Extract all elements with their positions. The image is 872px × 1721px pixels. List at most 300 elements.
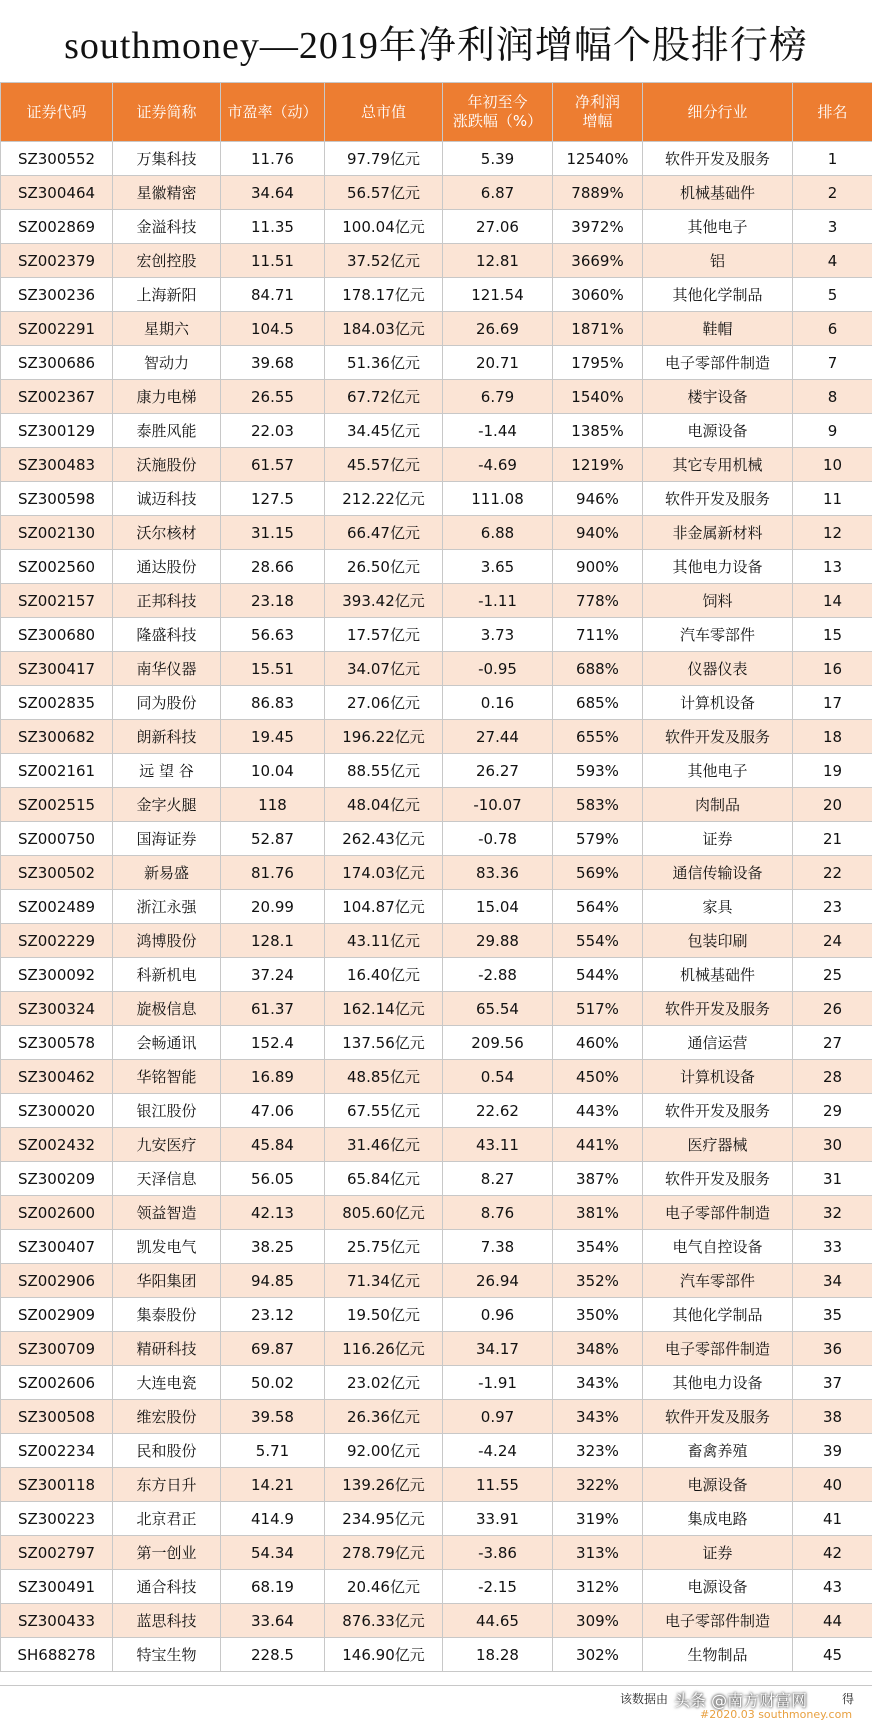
cell-rank: 41 [793, 1502, 872, 1536]
cell-market-cap: 19.50亿元 [325, 1298, 443, 1332]
cell-pe: 94.85 [221, 1264, 325, 1298]
table-row [1, 958, 872, 992]
table-row [1, 448, 872, 482]
cell-profit-growth: 1871% [553, 312, 643, 346]
cell-code: SZ002797 [1, 1536, 113, 1570]
cell-industry: 饲料 [643, 584, 793, 618]
column-header-line1: 市盈率（动） [227, 103, 317, 121]
cell-name: 康力电梯 [113, 380, 221, 414]
cell-pe: 50.02 [221, 1366, 325, 1400]
cell-industry: 电源设备 [643, 414, 793, 448]
cell-name: 通合科技 [113, 1570, 221, 1604]
cell-profit-growth: 685% [553, 686, 643, 720]
cell-code: SZ002606 [1, 1366, 113, 1400]
cell-pe: 28.66 [221, 550, 325, 584]
cell-code: SZ002489 [1, 890, 113, 924]
cell-rank: 35 [793, 1298, 872, 1332]
cell-profit-growth: 322% [553, 1468, 643, 1502]
cell-profit-growth: 354% [553, 1230, 643, 1264]
cell-pe: 84.71 [221, 278, 325, 312]
cell-pe: 42.13 [221, 1196, 325, 1230]
column-header-name [113, 83, 221, 142]
column-header-ytd-change [443, 83, 553, 142]
cell-pe: 52.87 [221, 822, 325, 856]
cell-industry: 仪器仪表 [643, 652, 793, 686]
cell-name: 精研科技 [113, 1332, 221, 1366]
cell-code: SZ002367 [1, 380, 113, 414]
cell-ytd-change: 6.79 [443, 380, 553, 414]
cell-ytd-change: -10.07 [443, 788, 553, 822]
cell-profit-growth: 7889% [553, 176, 643, 210]
cell-name: 宏创控股 [113, 244, 221, 278]
cell-pe: 104.5 [221, 312, 325, 346]
cell-name: 浙江永强 [113, 890, 221, 924]
cell-rank: 29 [793, 1094, 872, 1128]
cell-rank: 17 [793, 686, 872, 720]
cell-ytd-change: 11.55 [443, 1468, 553, 1502]
cell-ytd-change: -3.86 [443, 1536, 553, 1570]
cell-market-cap: 16.40亿元 [325, 958, 443, 992]
cell-profit-growth: 381% [553, 1196, 643, 1230]
cell-rank: 21 [793, 822, 872, 856]
cell-name: 通达股份 [113, 550, 221, 584]
cell-profit-growth: 554% [553, 924, 643, 958]
cell-name: 金字火腿 [113, 788, 221, 822]
cell-industry: 其他电力设备 [643, 1366, 793, 1400]
table-row [1, 1604, 872, 1638]
cell-profit-growth: 387% [553, 1162, 643, 1196]
cell-ytd-change: 65.54 [443, 992, 553, 1026]
cell-market-cap: 876.33亿元 [325, 1604, 443, 1638]
cell-ytd-change: 6.88 [443, 516, 553, 550]
cell-industry: 软件开发及服务 [643, 1400, 793, 1434]
cell-code: SZ300020 [1, 1094, 113, 1128]
cell-rank: 8 [793, 380, 872, 414]
cell-rank: 40 [793, 1468, 872, 1502]
cell-code: SZ002291 [1, 312, 113, 346]
cell-name: 银江股份 [113, 1094, 221, 1128]
cell-market-cap: 66.47亿元 [325, 516, 443, 550]
cell-rank: 9 [793, 414, 872, 448]
cell-profit-growth: 778% [553, 584, 643, 618]
column-header-line1: 总市值 [361, 103, 406, 121]
table-row [1, 856, 872, 890]
cell-rank: 3 [793, 210, 872, 244]
cell-pe: 11.76 [221, 142, 325, 176]
cell-code: SZ002835 [1, 686, 113, 720]
cell-industry: 其他化学制品 [643, 1298, 793, 1332]
cell-rank: 10 [793, 448, 872, 482]
cell-name: 星期六 [113, 312, 221, 346]
cell-pe: 5.71 [221, 1434, 325, 1468]
cell-ytd-change: -2.88 [443, 958, 553, 992]
cell-name: 民和股份 [113, 1434, 221, 1468]
cell-industry: 畜禽养殖 [643, 1434, 793, 1468]
cell-ytd-change: 27.44 [443, 720, 553, 754]
cell-profit-growth: 3972% [553, 210, 643, 244]
cell-industry: 软件开发及服务 [643, 142, 793, 176]
table-row [1, 1502, 872, 1536]
cell-profit-growth: 900% [553, 550, 643, 584]
cell-market-cap: 27.06亿元 [325, 686, 443, 720]
table-row [1, 1060, 872, 1094]
cell-industry: 铝 [643, 244, 793, 278]
cell-rank: 33 [793, 1230, 872, 1264]
cell-industry: 电子零部件制造 [643, 1196, 793, 1230]
cell-name: 沃尔核材 [113, 516, 221, 550]
cell-pe: 39.68 [221, 346, 325, 380]
cell-profit-growth: 569% [553, 856, 643, 890]
cell-market-cap: 71.34亿元 [325, 1264, 443, 1298]
cell-rank: 2 [793, 176, 872, 210]
cell-pe: 23.12 [221, 1298, 325, 1332]
table-row [1, 1536, 872, 1570]
cell-rank: 38 [793, 1400, 872, 1434]
table-row [1, 1570, 872, 1604]
cell-rank: 7 [793, 346, 872, 380]
cell-code: SZ002906 [1, 1264, 113, 1298]
table-row [1, 924, 872, 958]
cell-profit-growth: 3060% [553, 278, 643, 312]
cell-pe: 81.76 [221, 856, 325, 890]
cell-pe: 38.25 [221, 1230, 325, 1264]
cell-market-cap: 34.07亿元 [325, 652, 443, 686]
table-row [1, 1434, 872, 1468]
cell-market-cap: 104.87亿元 [325, 890, 443, 924]
cell-rank: 1 [793, 142, 872, 176]
cell-name: 鸿博股份 [113, 924, 221, 958]
cell-profit-growth: 517% [553, 992, 643, 1026]
cell-code: SZ002432 [1, 1128, 113, 1162]
cell-industry: 集成电路 [643, 1502, 793, 1536]
cell-ytd-change: 6.87 [443, 176, 553, 210]
cell-industry: 软件开发及服务 [643, 720, 793, 754]
cell-market-cap: 51.36亿元 [325, 346, 443, 380]
cell-profit-growth: 348% [553, 1332, 643, 1366]
column-header-rank [793, 83, 872, 142]
table-row [1, 278, 872, 312]
cell-ytd-change: 0.54 [443, 1060, 553, 1094]
table-row [1, 414, 872, 448]
column-header-line1: 净利润 [575, 93, 620, 111]
cell-industry: 肉制品 [643, 788, 793, 822]
cell-code: SZ300464 [1, 176, 113, 210]
cell-code: SZ300118 [1, 1468, 113, 1502]
cell-market-cap: 20.46亿元 [325, 1570, 443, 1604]
cell-name: 正邦科技 [113, 584, 221, 618]
cell-rank: 4 [793, 244, 872, 278]
cell-code: SZ300680 [1, 618, 113, 652]
cell-profit-growth: 309% [553, 1604, 643, 1638]
cell-rank: 5 [793, 278, 872, 312]
cell-name: 蓝思科技 [113, 1604, 221, 1638]
cell-code: SZ300417 [1, 652, 113, 686]
cell-code: SZ002130 [1, 516, 113, 550]
table-row [1, 1298, 872, 1332]
cell-name: 旋极信息 [113, 992, 221, 1026]
cell-code: SZ300578 [1, 1026, 113, 1060]
cell-name: 华铭智能 [113, 1060, 221, 1094]
cell-rank: 12 [793, 516, 872, 550]
table-row [1, 380, 872, 414]
cell-profit-growth: 579% [553, 822, 643, 856]
cell-profit-growth: 302% [553, 1638, 643, 1672]
cell-industry: 软件开发及服务 [643, 1094, 793, 1128]
cell-pe: 22.03 [221, 414, 325, 448]
cell-profit-growth: 1795% [553, 346, 643, 380]
cell-code: SZ300092 [1, 958, 113, 992]
cell-industry: 机械基础件 [643, 176, 793, 210]
cell-industry: 电子零部件制造 [643, 1332, 793, 1366]
cell-name: 天泽信息 [113, 1162, 221, 1196]
cell-pe: 128.1 [221, 924, 325, 958]
cell-name: 维宏股份 [113, 1400, 221, 1434]
cell-name: 沃施股份 [113, 448, 221, 482]
table-row [1, 312, 872, 346]
cell-rank: 45 [793, 1638, 872, 1672]
cell-market-cap: 184.03亿元 [325, 312, 443, 346]
cell-market-cap: 139.26亿元 [325, 1468, 443, 1502]
cell-market-cap: 100.04亿元 [325, 210, 443, 244]
table-row [1, 1128, 872, 1162]
table-row [1, 1162, 872, 1196]
cell-rank: 30 [793, 1128, 872, 1162]
cell-industry: 计算机设备 [643, 686, 793, 720]
table-row [1, 618, 872, 652]
header-row [1, 83, 872, 142]
cell-ytd-change: -1.91 [443, 1366, 553, 1400]
table-row [1, 1094, 872, 1128]
cell-code: SZ300552 [1, 142, 113, 176]
footer [0, 1685, 872, 1712]
cell-market-cap: 162.14亿元 [325, 992, 443, 1026]
cell-market-cap: 393.42亿元 [325, 584, 443, 618]
cell-name: 特宝生物 [113, 1638, 221, 1672]
cell-industry: 包装印刷 [643, 924, 793, 958]
cell-pe: 54.34 [221, 1536, 325, 1570]
cell-market-cap: 234.95亿元 [325, 1502, 443, 1536]
cell-industry: 其它专用机械 [643, 448, 793, 482]
table-row [1, 1196, 872, 1230]
cell-name: 金溢科技 [113, 210, 221, 244]
cell-industry: 软件开发及服务 [643, 482, 793, 516]
cell-name: 国海证券 [113, 822, 221, 856]
footer-note-text: 该数据由 [620, 1692, 668, 1706]
cell-profit-growth: 583% [553, 788, 643, 822]
table-row [1, 890, 872, 924]
cell-market-cap: 97.79亿元 [325, 142, 443, 176]
cell-pe: 37.24 [221, 958, 325, 992]
footer-note-end: 得 [842, 1690, 854, 1707]
cell-code: SZ300682 [1, 720, 113, 754]
cell-rank: 25 [793, 958, 872, 992]
cell-ytd-change: 15.04 [443, 890, 553, 924]
watermark-brand: 头条 @南方财富网 [674, 1688, 807, 1711]
cell-market-cap: 48.85亿元 [325, 1060, 443, 1094]
cell-ytd-change: 111.08 [443, 482, 553, 516]
cell-ytd-change: -4.24 [443, 1434, 553, 1468]
cell-industry: 软件开发及服务 [643, 1162, 793, 1196]
cell-code: SZ300709 [1, 1332, 113, 1366]
cell-pe: 56.63 [221, 618, 325, 652]
cell-market-cap: 48.04亿元 [325, 788, 443, 822]
cell-pe: 19.45 [221, 720, 325, 754]
cell-code: SZ300491 [1, 1570, 113, 1604]
cell-rank: 27 [793, 1026, 872, 1060]
table-row [1, 176, 872, 210]
cell-name: 诚迈科技 [113, 482, 221, 516]
cell-name: 北京君正 [113, 1502, 221, 1536]
cell-profit-growth: 940% [553, 516, 643, 550]
cell-ytd-change: 20.71 [443, 346, 553, 380]
cell-name: 南华仪器 [113, 652, 221, 686]
cell-industry: 楼宇设备 [643, 380, 793, 414]
cell-pe: 68.19 [221, 1570, 325, 1604]
cell-profit-growth: 544% [553, 958, 643, 992]
cell-ytd-change: 5.39 [443, 142, 553, 176]
cell-rank: 43 [793, 1570, 872, 1604]
cell-ytd-change: 26.27 [443, 754, 553, 788]
cell-name: 第一创业 [113, 1536, 221, 1570]
cell-market-cap: 196.22亿元 [325, 720, 443, 754]
table-row [1, 1468, 872, 1502]
cell-ytd-change: 34.17 [443, 1332, 553, 1366]
column-header-profit-growth [553, 83, 643, 142]
cell-industry: 其他电子 [643, 754, 793, 788]
table-row [1, 754, 872, 788]
cell-profit-growth: 460% [553, 1026, 643, 1060]
cell-profit-growth: 655% [553, 720, 643, 754]
cell-code: SZ300598 [1, 482, 113, 516]
table-row [1, 210, 872, 244]
cell-ytd-change: -1.11 [443, 584, 553, 618]
cell-pe: 11.51 [221, 244, 325, 278]
table-row [1, 346, 872, 380]
cell-pe: 127.5 [221, 482, 325, 516]
cell-rank: 6 [793, 312, 872, 346]
cell-market-cap: 212.22亿元 [325, 482, 443, 516]
cell-ytd-change: -1.44 [443, 414, 553, 448]
cell-name: 远 望 谷 [113, 754, 221, 788]
cell-code: SZ300433 [1, 1604, 113, 1638]
column-header-industry [643, 83, 793, 142]
column-header-market-cap [325, 83, 443, 142]
ranking-table [0, 82, 872, 1672]
cell-name: 新易盛 [113, 856, 221, 890]
cell-profit-growth: 711% [553, 618, 643, 652]
cell-code: SZ300407 [1, 1230, 113, 1264]
cell-rank: 28 [793, 1060, 872, 1094]
cell-market-cap: 137.56亿元 [325, 1026, 443, 1060]
cell-profit-growth: 564% [553, 890, 643, 924]
cell-industry: 鞋帽 [643, 312, 793, 346]
cell-rank: 20 [793, 788, 872, 822]
cell-rank: 19 [793, 754, 872, 788]
cell-rank: 42 [793, 1536, 872, 1570]
cell-name: 星徽精密 [113, 176, 221, 210]
cell-market-cap: 92.00亿元 [325, 1434, 443, 1468]
cell-ytd-change: 0.16 [443, 686, 553, 720]
cell-ytd-change: 27.06 [443, 210, 553, 244]
cell-industry: 汽车零部件 [643, 1264, 793, 1298]
cell-name: 上海新阳 [113, 278, 221, 312]
cell-industry: 汽车零部件 [643, 618, 793, 652]
cell-market-cap: 67.72亿元 [325, 380, 443, 414]
cell-ytd-change: -0.78 [443, 822, 553, 856]
table-row [1, 992, 872, 1026]
cell-profit-growth: 323% [553, 1434, 643, 1468]
cell-pe: 34.64 [221, 176, 325, 210]
cell-profit-growth: 352% [553, 1264, 643, 1298]
cell-industry: 软件开发及服务 [643, 992, 793, 1026]
cell-rank: 14 [793, 584, 872, 618]
cell-code: SZ300508 [1, 1400, 113, 1434]
table-row [1, 142, 872, 176]
cell-pe: 61.37 [221, 992, 325, 1026]
cell-market-cap: 88.55亿元 [325, 754, 443, 788]
cell-industry: 通信运营 [643, 1026, 793, 1060]
cell-industry: 其他电子 [643, 210, 793, 244]
cell-profit-growth: 1219% [553, 448, 643, 482]
cell-pe: 23.18 [221, 584, 325, 618]
cell-ytd-change: 33.91 [443, 1502, 553, 1536]
cell-market-cap: 17.57亿元 [325, 618, 443, 652]
cell-market-cap: 34.45亿元 [325, 414, 443, 448]
cell-code: SZ002600 [1, 1196, 113, 1230]
column-header-line1: 排名 [817, 103, 847, 121]
cell-name: 会畅通讯 [113, 1026, 221, 1060]
cell-pe: 118 [221, 788, 325, 822]
cell-profit-growth: 3669% [553, 244, 643, 278]
cell-market-cap: 146.90亿元 [325, 1638, 443, 1672]
cell-rank: 22 [793, 856, 872, 890]
cell-pe: 56.05 [221, 1162, 325, 1196]
column-header-line1: 证券代码 [26, 103, 86, 121]
table-row [1, 1332, 872, 1366]
cell-pe: 11.35 [221, 210, 325, 244]
cell-industry: 非金属新材料 [643, 516, 793, 550]
cell-pe: 26.55 [221, 380, 325, 414]
cell-ytd-change: 121.54 [443, 278, 553, 312]
cell-ytd-change: -0.95 [443, 652, 553, 686]
table-row [1, 516, 872, 550]
cell-rank: 15 [793, 618, 872, 652]
cell-code: SZ002909 [1, 1298, 113, 1332]
cell-ytd-change: 26.94 [443, 1264, 553, 1298]
cell-rank: 24 [793, 924, 872, 958]
cell-ytd-change: 43.11 [443, 1128, 553, 1162]
cell-code: SZ300223 [1, 1502, 113, 1536]
cell-pe: 45.84 [221, 1128, 325, 1162]
cell-ytd-change: 0.96 [443, 1298, 553, 1332]
table-row [1, 1230, 872, 1264]
cell-profit-growth: 593% [553, 754, 643, 788]
cell-ytd-change: 3.65 [443, 550, 553, 584]
cell-market-cap: 178.17亿元 [325, 278, 443, 312]
cell-ytd-change: 7.38 [443, 1230, 553, 1264]
column-header-line2: 涨跌幅（%） [453, 112, 542, 130]
cell-name: 凯发电气 [113, 1230, 221, 1264]
cell-name: 东方日升 [113, 1468, 221, 1502]
cell-name: 九安医疗 [113, 1128, 221, 1162]
cell-name: 华阳集团 [113, 1264, 221, 1298]
cell-code: SZ002229 [1, 924, 113, 958]
cell-profit-growth: 12540% [553, 142, 643, 176]
column-header-code [1, 83, 113, 142]
cell-pe: 414.9 [221, 1502, 325, 1536]
cell-industry: 计算机设备 [643, 1060, 793, 1094]
cell-market-cap: 26.50亿元 [325, 550, 443, 584]
